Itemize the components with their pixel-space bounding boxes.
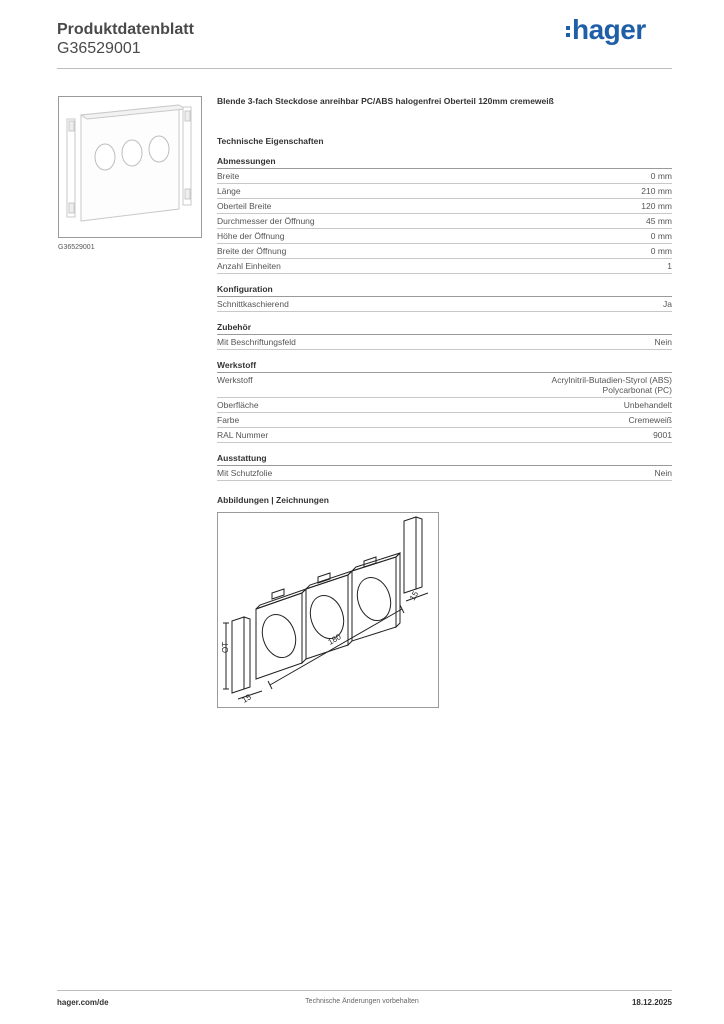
row-value-line: Acrylnitril-Butadien-Styrol (ABS): [551, 375, 672, 385]
row-label: Oberteil Breite: [217, 201, 272, 211]
table-row: [217, 199, 672, 214]
faceplate-image-icon: [59, 97, 201, 237]
table-row: [217, 214, 672, 229]
table-row: [217, 428, 672, 443]
row-label: Höhe der Öffnung: [217, 231, 285, 241]
technical-drawing: [217, 512, 439, 708]
row-value: 1: [667, 261, 672, 271]
row-value: 0 mm: [650, 246, 672, 256]
faceplate-drawing-icon: [218, 513, 438, 707]
row-label: Länge: [217, 186, 241, 196]
group-title: Konfiguration: [217, 284, 672, 297]
row-value: Unbehandelt: [623, 400, 672, 410]
row-value-line: Polycarbonat (PC): [602, 385, 672, 395]
row-value: 0 mm: [650, 171, 672, 181]
row-label: Durchmesser der Öffnung: [217, 216, 315, 226]
group-zubehoer: [217, 322, 672, 350]
table-row: [217, 297, 672, 312]
dim-side-top-label: 15: [407, 589, 421, 602]
row-label: Mit Beschriftungsfeld: [217, 337, 296, 347]
table-row: [217, 413, 672, 428]
dim-length-label: 180: [326, 632, 343, 647]
row-label: Werkstoff: [217, 375, 253, 385]
row-value: 210 mm: [641, 186, 672, 196]
table-row: [217, 335, 672, 350]
group-ausstattung: [217, 453, 672, 481]
section-heading: Technische Eigenschaften: [217, 136, 324, 146]
drawings-title: Abbildungen | Zeichnungen: [217, 495, 329, 505]
table-row: [217, 229, 672, 244]
row-value: Nein: [654, 468, 672, 478]
logo-dots-icon: [566, 23, 570, 40]
footer-date: 18.12.2025: [631, 998, 672, 1007]
hager-logo: [566, 14, 646, 46]
group-werkstoff: [217, 360, 672, 443]
group-title: Zubehör: [217, 322, 672, 335]
footer-note: Technische Änderungen vorbehalten: [305, 998, 419, 1005]
row-value: Ja: [663, 299, 672, 309]
product-content: [217, 96, 672, 708]
group-title: Ausstattung: [217, 453, 672, 466]
row-label: Farbe: [217, 415, 240, 425]
row-value: 9001: [653, 430, 672, 440]
row-value: Nein: [654, 337, 672, 347]
row-label: Mit Schutzfolie: [217, 468, 273, 478]
table-row: [217, 373, 672, 398]
group-title: Werkstoff: [217, 360, 672, 373]
row-label: Oberfläche: [217, 400, 259, 410]
footer-divider: [57, 990, 672, 991]
product-description: Blende 3-fach Steckdose anreihbar PC/ABS halogenfrei Oberteil 120mm cremeweiß: [217, 96, 554, 106]
table-row: [217, 259, 672, 274]
row-label: RAL Nummer: [217, 430, 269, 440]
row-label: Breite: [217, 171, 240, 181]
group-abmessungen: [217, 156, 672, 274]
row-value: [552, 375, 672, 395]
product-thumbnail: [58, 96, 202, 238]
table-row: [217, 466, 672, 481]
row-value: 0 mm: [650, 231, 672, 241]
table-row: [217, 184, 672, 199]
group-konfiguration: [217, 284, 672, 312]
product-code: G36529001: [57, 40, 141, 57]
footer-website[interactable]: hager.com/de: [57, 998, 109, 1007]
table-row: [217, 169, 672, 184]
dim-height-label: OT: [221, 641, 230, 653]
row-label: Schnittkaschierend: [217, 299, 289, 309]
table-row: [217, 398, 672, 413]
row-value: Cremeweiß: [628, 415, 672, 425]
dim-side-bottom-label: 15: [240, 692, 253, 705]
table-row: [217, 244, 672, 259]
row-value: 120 mm: [641, 201, 672, 211]
row-value: 45 mm: [646, 216, 672, 226]
page-title: Produktdatenblatt: [57, 21, 194, 38]
row-label: Anzahl Einheiten: [217, 261, 281, 271]
thumbnail-caption: G36529001: [58, 244, 95, 251]
logo-text: hager: [572, 14, 646, 45]
header-divider: [57, 68, 672, 69]
group-title: Abmessungen: [217, 156, 672, 169]
row-label: Breite der Öffnung: [217, 246, 287, 256]
